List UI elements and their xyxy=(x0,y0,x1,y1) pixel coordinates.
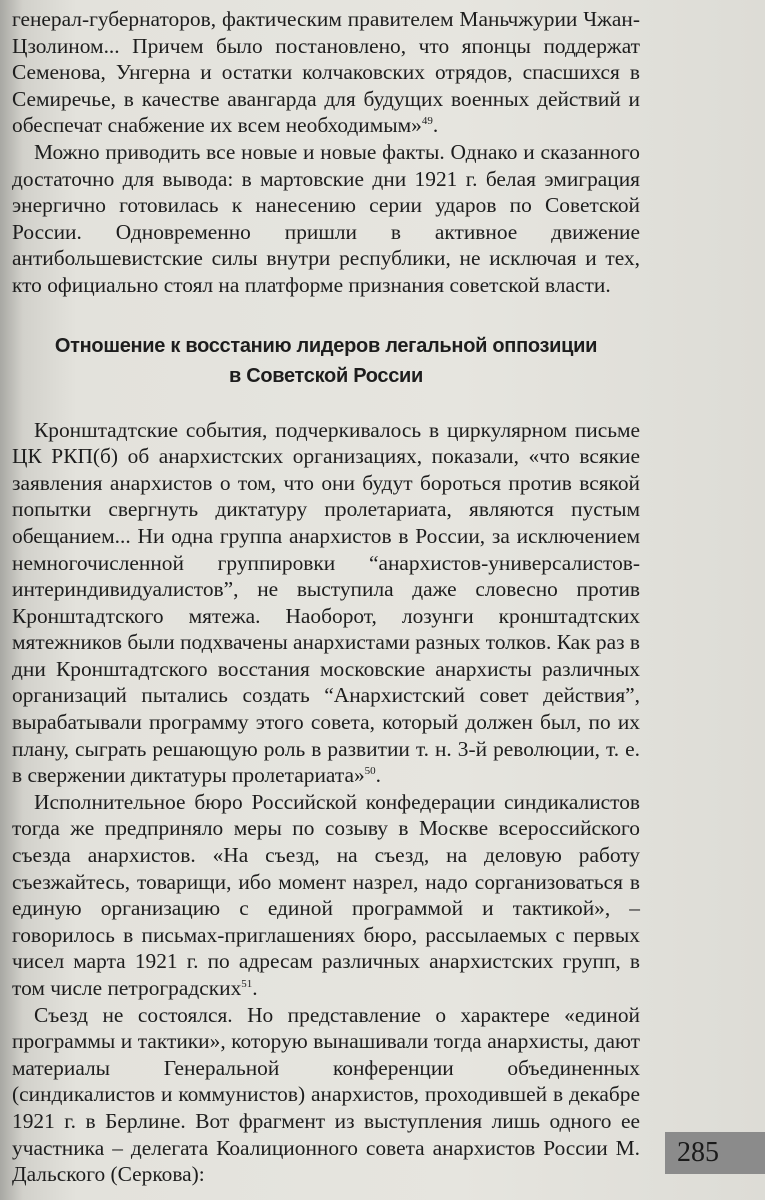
footnote-ref: 51 xyxy=(241,977,253,990)
section-heading xyxy=(12,331,640,391)
footnote-ref: 50 xyxy=(364,765,376,778)
paragraph: Можно приводить все новые и новые факты. Однако и сказанного достаточно для вывода: в мартовские дни 1921 г. белая эмиграция энергично готовилась к нанесению серии ударов по Советской России. Одновременно пришли в активное движение антибольшевистские силы внутри республики, не исключая и тех, кто официально стоял на платформе признания советской власти. xyxy=(12,139,640,297)
footnote-ref: 49 xyxy=(421,115,433,128)
paragraph-continuation: генерал-губернаторов, фактическим правителем Маньчжурии Чжан-Цзолином... Причем было постановлено, что японцы поддержат Семенова, Унгерна и остатки колчаковских отрядов, спасшихся в Семиречье, в качестве авангарда для будущих военных действий и обеспечат снабжение их всем необходимым»$^{49}$. xyxy=(12,7,640,138)
paragraph-text: генерал-губернаторов, фактическим правителем Маньчжурии Чжан-Цзолином... Причем было постановлено, что японцы поддержат Семенова, Унгерна и остатки колчаковских отрядов, спасшихся в Семиречье, в качестве авангарда для будущих военных действий и обеспечат снабжение их всем необходимым» xyxy=(12,7,640,138)
paragraph-text: Кронштадтские события, подчеркивалось в циркулярном письме ЦК РКП(б) об анархистских организациях, показали, «что всякие заявления анархистов о том, что они будут бороться против всякой попытки свергнуть диктатуру пролетариата, являются пустым обещанием... Ни одна группа анархистов в России, за исключением немногочисленной группировки “анархистов-универсалистов-интериндивидуалистов”, не выступила даже словесно против Кронштадтского мятежа. Наоборот, лозунги кронштадтских мятежников были подхвачены анархистами разных толков. Как раз в дни Кронштадтского восстания московские анархисты различных организаций пытались создать “Анархистский совет действия”, вырабатывали программу этого совета, который должен был, по их плану, сыграть решающую роль в развитии т. н. 3-й революции, т. е. в свержении диктатуры пролетариата» xyxy=(12,417,641,788)
paragraph: Исполнительное бюро Российской конфедерации синдикалистов тогда же предприняло меры по созыву в Москве всероссийского съезда анархистов. «На съезд, на съезд, на деловую работу съезжайтесь, товарищи, ибо момент назрел, надо сорганизоваться в единую организацию с единой программой и тактикой», – говорилось в письмах-приглашениях бюро, рассылаемых с первых чисел марта 1921 г. по адресам различных анархистских групп, в том числе петроградских$^{51}$. xyxy=(12,789,640,1000)
section-heading-line: Отношение к восстанию лидеров легальной оппозиции xyxy=(54,334,598,357)
section-heading-line: в Советской России xyxy=(228,364,424,387)
page-number: 285 xyxy=(677,1137,719,1168)
page-text-body xyxy=(12,6,640,1188)
paragraph: Кронштадтские события, подчеркивалось в циркулярном письме ЦК РКП(б) об анархистских организациях, показали, «что всякие заявления анархистов о том, что они будут бороться против всякой попытки свергнуть диктатуру пролетариата, являются пустым обещанием... Ни одна группа анархистов в России, за исключением немногочисленной группировки “анархистов-универсалистов-интериндивидуалистов”, не выступила даже словесно против Кронштадтского мятежа. Наоборот, лозунги кронштадтских мятежников были подхвачены анархистами разных толков. Как раз в дни Кронштадтского восстания московские анархисты различных организаций пытались создать “Анархистский совет действия”, вырабатывали программу этого совета, который должен был, по их плану, сыграть решающую роль в развитии т. н. 3-й революции, т. е. в свержении диктатуры пролетариата»$^{50}$. xyxy=(12,417,641,788)
paragraph: Съезд не состоялся. Но представление о характере «единой программы и тактики», которую вынашивали тогда анархисты, дают материалы Генеральной конференции объединенных (синдикалистов и коммунистов) анархистов, проходившей в декабре 1921 г. в Берлине. Вот фрагмент из выступления лишь одного ее участника – делегата Коалиционного совета анархистов России М. Дальского (Серкова): xyxy=(12,1002,640,1187)
page-number-tab xyxy=(665,1132,765,1174)
paragraph-text: Исполнительное бюро Российской конфедерации синдикалистов тогда же предприняло меры по созыву в Москве всероссийского съезда анархистов. «На съезд, на съезд, на деловую работу съезжайтесь, товарищи, ибо момент назрел, надо сорганизоваться в единую организацию с единой программой и тактикой», – говорилось в письмах-приглашениях бюро, рассылаемых с первых чисел марта 1921 г. по адресам различных анархистских групп, в том числе петроградских xyxy=(12,789,640,1000)
